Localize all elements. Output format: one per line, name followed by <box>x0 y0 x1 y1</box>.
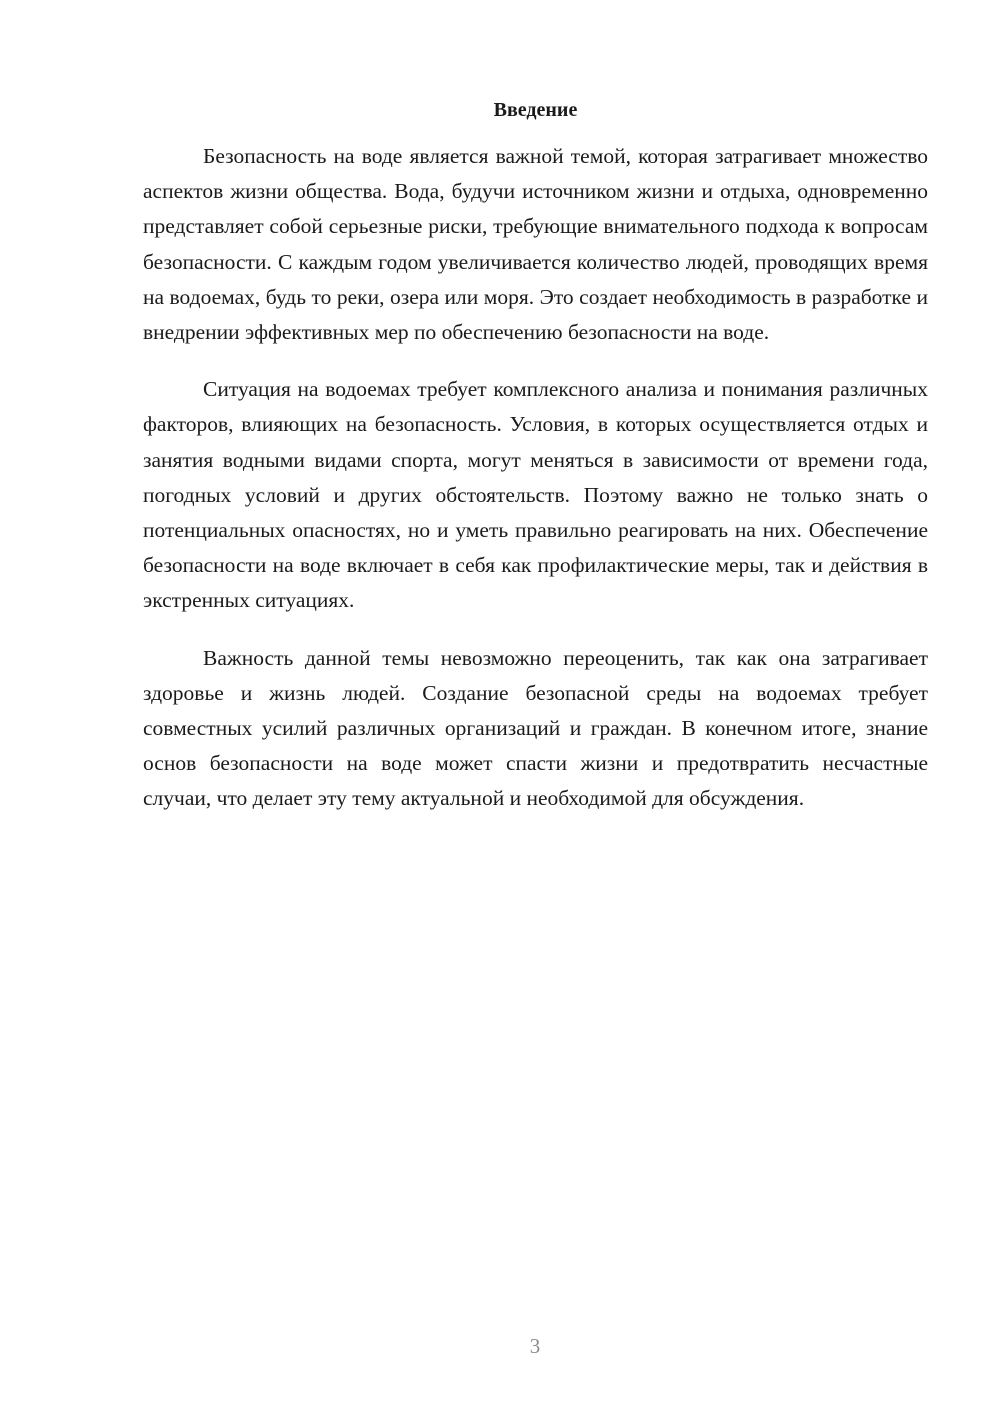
section-title: Введение <box>493 99 578 121</box>
paragraph-2: Ситуация на водоемах требует комплексного анализа и понимания различных факторов, влияющих на безопасность. Условия, в которых осуществляется отдых и занятия водными видами спорта, могут меняться в зависимости от времени года, погодных условий и других обстоятельств. Поэтому важно не только знать о потенциальных опасностях, но и уметь правильно реагировать на них. Обеспечение безопасности на воде включает в себя как профилактические меры, так и действия в экстренных ситуациях. <box>143 377 928 613</box>
paragraph-1: Безопасность на воде является важной темой, которая затрагивает множество аспектов жизни общества. Вода, будучи источником жизни и отдыха, одновременно представляет собой серьезные риски, требующие внимательного подхода к вопросам безопасности. С каждым годом увеличивается количество людей, проводящих время на водоемах, будь то реки, озера или моря. Это создает необходимость в разработке и внедрении эффективных мер по обеспечению безопасности на воде. <box>143 144 928 345</box>
page-number: 3 <box>529 1334 541 1358</box>
page-content <box>143 95 928 839</box>
paragraph-3: Важность данной темы невозможно переоценить, так как она затрагивает здоровье и жизнь людей. Создание безопасной среды на водоемах требует совместных усилий различных организаций и граждан. В конечном итоге, знание основ безопасности на воде может спасти жизни и предотвратить несчастные случаи, что делает эту тему актуальной и необходимой для обсуждения. <box>143 645 928 811</box>
